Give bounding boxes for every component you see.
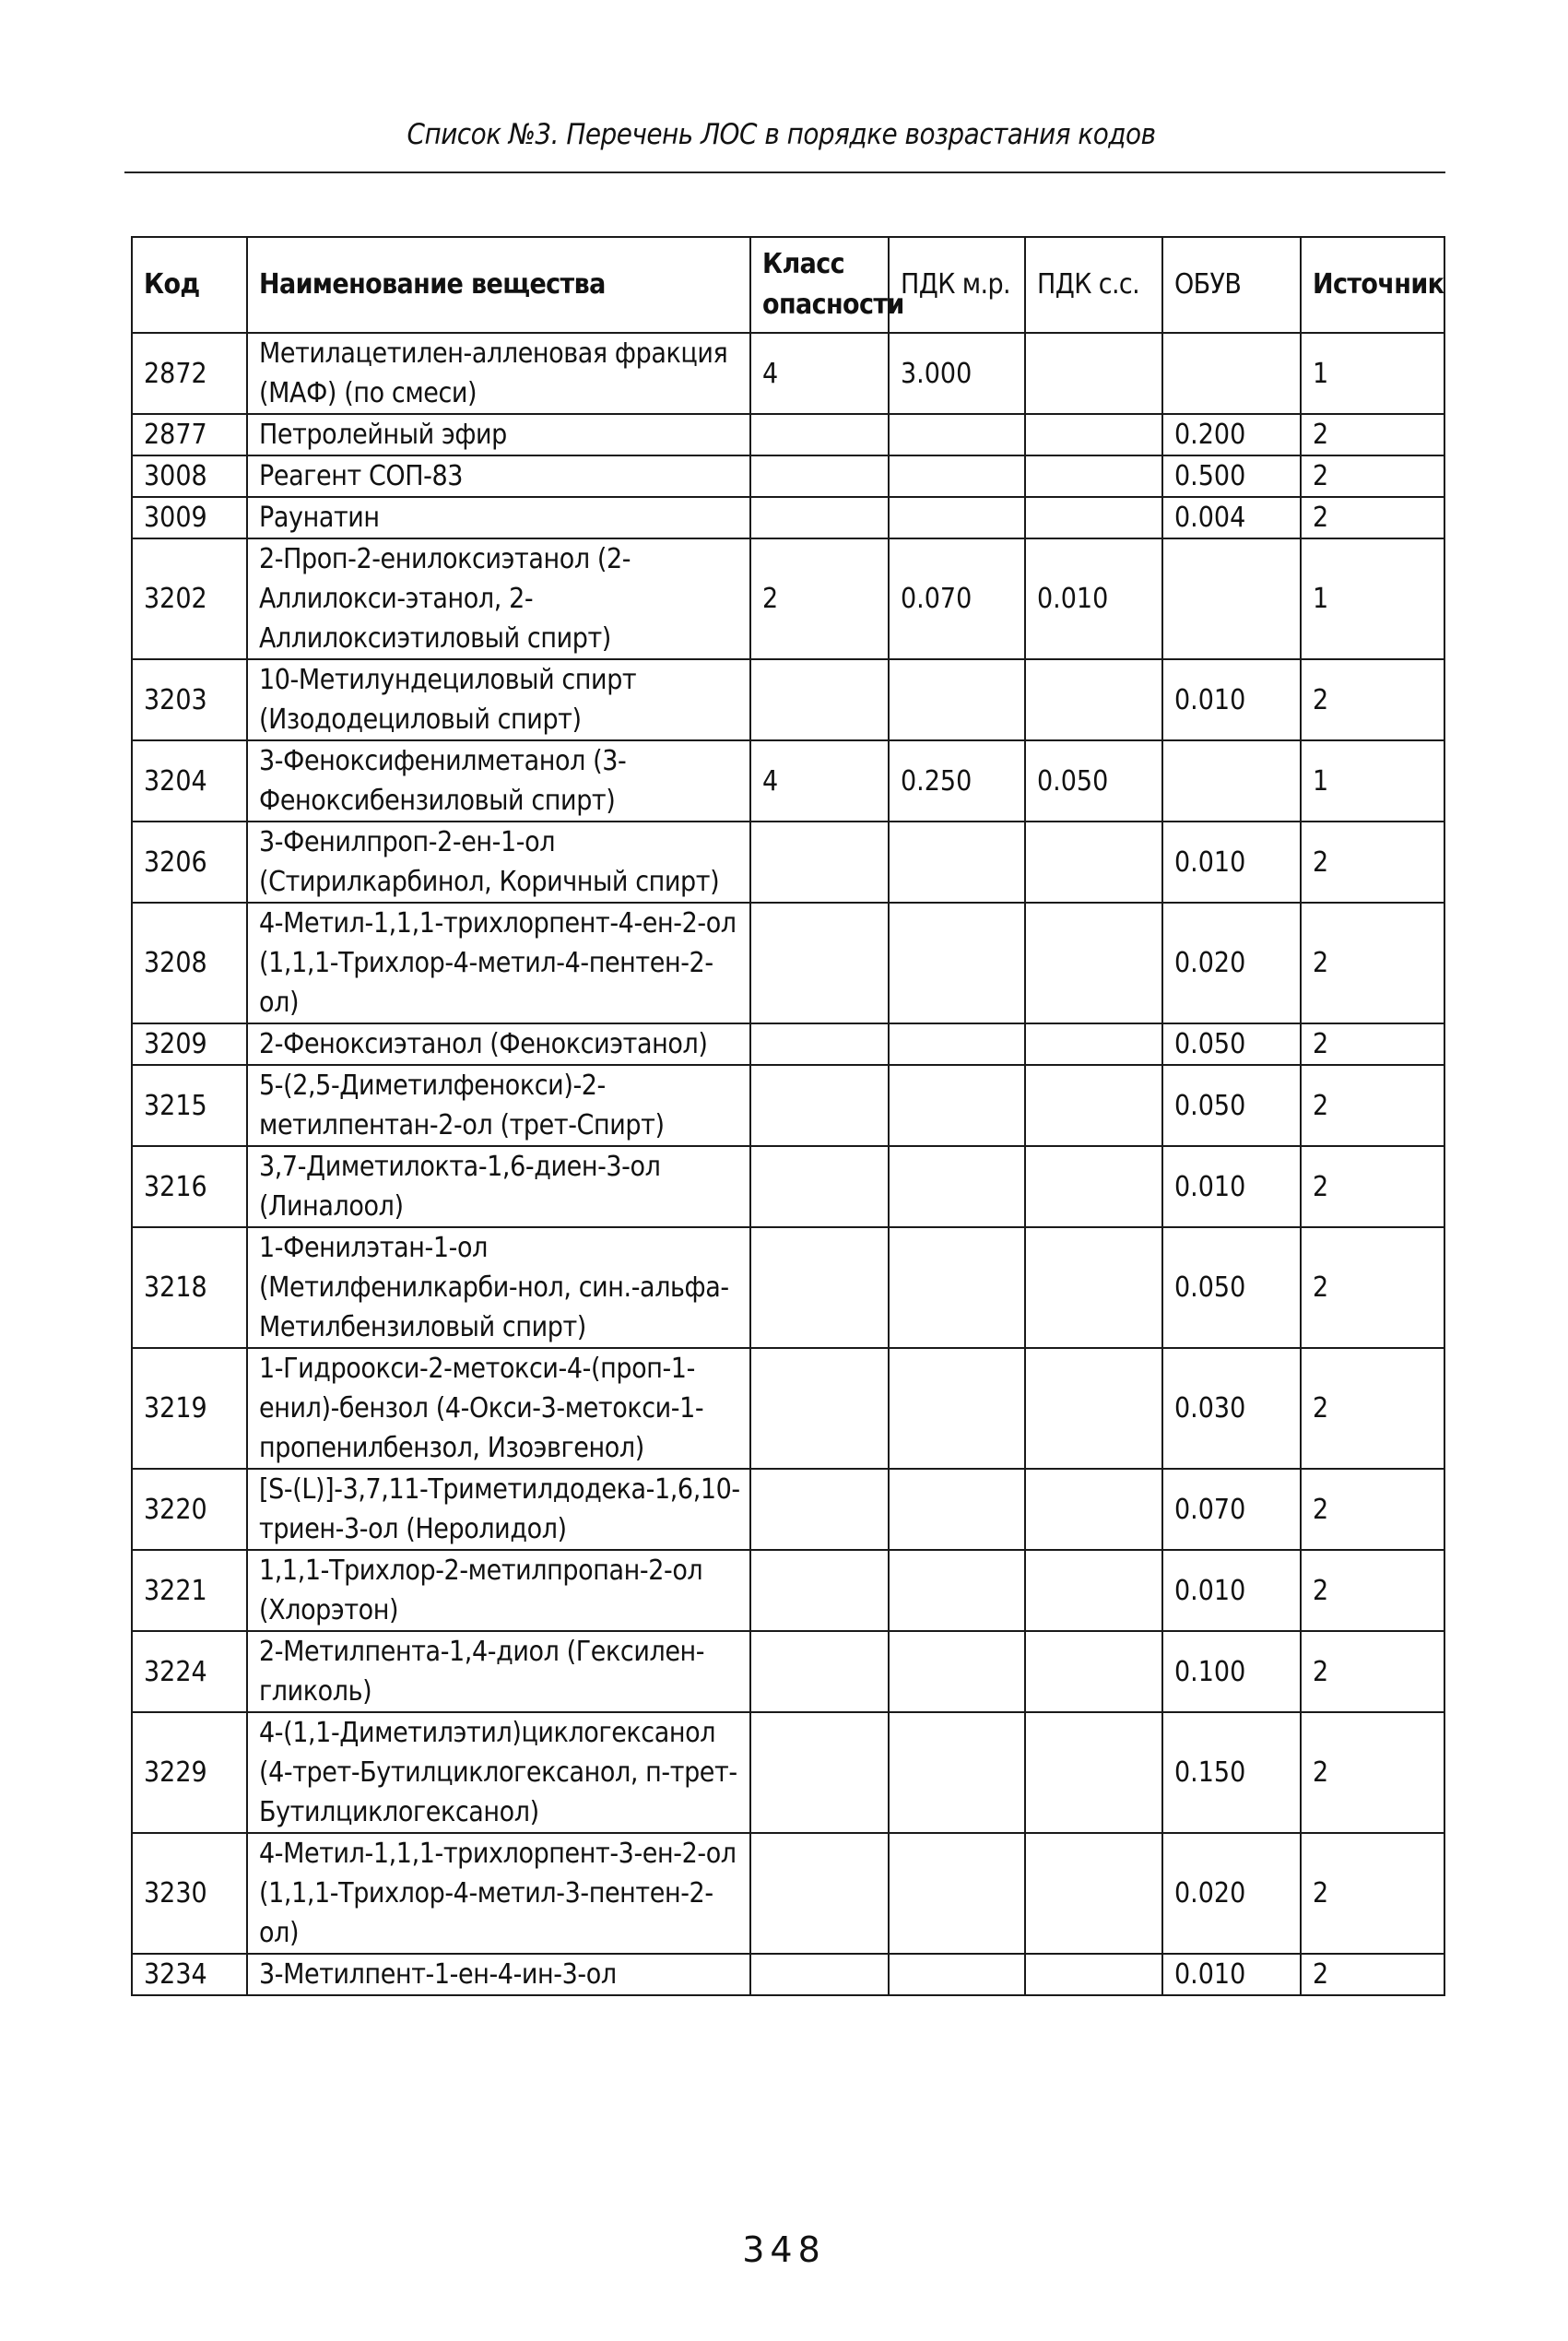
table-row bbox=[132, 497, 1444, 538]
row-code: 2872 bbox=[132, 333, 247, 414]
table-row bbox=[132, 1065, 1444, 1146]
row-pdk-mr bbox=[889, 1469, 1025, 1550]
row-pdk-ss bbox=[1025, 1833, 1162, 1954]
row-pdk-ss bbox=[1025, 659, 1162, 740]
voc-table bbox=[131, 236, 1445, 1996]
row-obuv: 0.020 bbox=[1162, 1833, 1301, 1954]
row-pdk-mr: 0.250 bbox=[889, 740, 1025, 822]
table-row bbox=[132, 1550, 1444, 1631]
row-source: 2 bbox=[1301, 1469, 1444, 1550]
row-hazard-class bbox=[750, 1550, 889, 1631]
row-substance-name: [S-(L)]-3,7,11-Триметилдодека-1,6,10-триен-3-ол (Неролидол) bbox=[247, 1469, 750, 1550]
row-source: 2 bbox=[1301, 1550, 1444, 1631]
table-row bbox=[132, 1833, 1444, 1954]
table-row bbox=[132, 1469, 1444, 1550]
row-hazard-class bbox=[750, 497, 889, 538]
row-hazard-class bbox=[750, 1348, 889, 1469]
table-row bbox=[132, 1954, 1444, 1995]
row-substance-name: 5-(2,5-Диметилфенокси)-2-метилпентан-2-ол (трет-Спирт) bbox=[247, 1065, 750, 1146]
row-code: 3208 bbox=[132, 903, 247, 1023]
row-substance-name: 2-Феноксиэтанол (Феноксиэтанол) bbox=[247, 1023, 750, 1065]
row-pdk-ss bbox=[1025, 1631, 1162, 1712]
column-header-hazard-class bbox=[750, 237, 904, 333]
row-code: 3221 bbox=[132, 1550, 247, 1631]
row-obuv: 0.100 bbox=[1162, 1631, 1301, 1712]
row-substance-name: 4-Метил-1,1,1-трихлорпент-3-ен-2-ол (1,1,1-Трихлор-4-метил-3-пентен-2-ол) bbox=[247, 1833, 750, 1954]
table-row bbox=[132, 1712, 1444, 1833]
row-obuv: 0.010 bbox=[1162, 822, 1301, 903]
row-hazard-class bbox=[750, 1146, 889, 1227]
row-source: 2 bbox=[1301, 1954, 1444, 1995]
row-pdk-ss bbox=[1025, 333, 1162, 414]
row-substance-name: Раунатин bbox=[247, 497, 750, 538]
table-row bbox=[132, 455, 1444, 497]
header-divider bbox=[124, 171, 1445, 173]
row-pdk-mr bbox=[889, 1550, 1025, 1631]
row-hazard-class bbox=[750, 1833, 889, 1954]
row-source: 2 bbox=[1301, 1023, 1444, 1065]
table-row bbox=[132, 1146, 1444, 1227]
page-header-title: Список №3. Перечень ЛОС в порядке возрастания кодов bbox=[407, 118, 1156, 151]
table-row bbox=[132, 1631, 1444, 1712]
row-obuv: 0.150 bbox=[1162, 1712, 1301, 1833]
row-pdk-mr bbox=[889, 1954, 1025, 1995]
row-hazard-class bbox=[750, 1023, 889, 1065]
row-hazard-class bbox=[750, 1712, 889, 1833]
row-substance-name: 2-Проп-2-енилоксиэтанол (2-Аллилокси-этанол, 2-Аллилоксиэтиловый спирт) bbox=[247, 538, 750, 659]
row-obuv: 0.050 bbox=[1162, 1023, 1301, 1065]
row-substance-name: 4-(1,1-Диметилэтил)циклогексанол (4-трет-Бутилциклогексанол, п-трет-Бутилциклогексанол) bbox=[247, 1712, 750, 1833]
row-pdk-mr bbox=[889, 1065, 1025, 1146]
table-header-row bbox=[132, 237, 1444, 333]
row-pdk-ss bbox=[1025, 1146, 1162, 1227]
row-hazard-class: 4 bbox=[750, 333, 889, 414]
column-header-source: Источник bbox=[1301, 237, 1444, 333]
row-code: 3219 bbox=[132, 1348, 247, 1469]
row-pdk-ss: 0.010 bbox=[1025, 538, 1162, 659]
row-obuv: 0.050 bbox=[1162, 1065, 1301, 1146]
row-pdk-ss bbox=[1025, 1712, 1162, 1833]
row-substance-name: 10-Метилундециловый спирт (Изододециловый спирт) bbox=[247, 659, 750, 740]
column-header-obuv: ОБУВ bbox=[1162, 237, 1301, 333]
row-substance-name: Реагент СОП-83 bbox=[247, 455, 750, 497]
row-substance-name: 1,1,1-Трихлор-2-метилпропан-2-ол (Хлорэтон) bbox=[247, 1550, 750, 1631]
row-hazard-class bbox=[750, 1954, 889, 1995]
row-hazard-class bbox=[750, 1469, 889, 1550]
row-substance-name: 3,7-Диметилокта-1,6-диен-3-ол (Линалоол) bbox=[247, 1146, 750, 1227]
row-pdk-ss bbox=[1025, 1023, 1162, 1065]
row-source: 2 bbox=[1301, 1065, 1444, 1146]
row-code: 3202 bbox=[132, 538, 247, 659]
row-source: 1 bbox=[1301, 538, 1444, 659]
row-hazard-class bbox=[750, 455, 889, 497]
row-hazard-class bbox=[750, 1227, 889, 1348]
row-substance-name: 2-Метилпента-1,4-диол (Гексилен-гликоль) bbox=[247, 1631, 750, 1712]
row-obuv: 0.050 bbox=[1162, 1227, 1301, 1348]
row-code: 3234 bbox=[132, 1954, 247, 1995]
row-source: 2 bbox=[1301, 414, 1444, 455]
row-pdk-mr bbox=[889, 455, 1025, 497]
row-code: 3220 bbox=[132, 1469, 247, 1550]
row-source: 2 bbox=[1301, 1227, 1444, 1348]
row-pdk-ss: 0.050 bbox=[1025, 740, 1162, 822]
row-source: 2 bbox=[1301, 1712, 1444, 1833]
row-pdk-mr bbox=[889, 497, 1025, 538]
table-row bbox=[132, 1023, 1444, 1065]
table-row bbox=[132, 822, 1444, 903]
row-source: 2 bbox=[1301, 1631, 1444, 1712]
row-substance-name: 3-Феноксифенилметанол (3-Феноксибензиловый спирт) bbox=[247, 740, 750, 822]
row-code: 2877 bbox=[132, 414, 247, 455]
row-pdk-ss bbox=[1025, 1227, 1162, 1348]
row-pdk-ss bbox=[1025, 414, 1162, 455]
row-obuv: 0.010 bbox=[1162, 659, 1301, 740]
row-pdk-ss bbox=[1025, 1954, 1162, 1995]
row-code: 3215 bbox=[132, 1065, 247, 1146]
row-pdk-ss bbox=[1025, 1469, 1162, 1550]
row-pdk-mr bbox=[889, 659, 1025, 740]
row-code: 3218 bbox=[132, 1227, 247, 1348]
table-row bbox=[132, 903, 1444, 1023]
column-header-name: Наименование вещества bbox=[247, 237, 750, 333]
row-code: 3230 bbox=[132, 1833, 247, 1954]
row-hazard-class bbox=[750, 659, 889, 740]
row-pdk-ss bbox=[1025, 1065, 1162, 1146]
row-hazard-class bbox=[750, 1631, 889, 1712]
row-source: 2 bbox=[1301, 903, 1444, 1023]
column-header-pdk-mr: ПДК м.р. bbox=[889, 237, 1025, 333]
row-pdk-ss bbox=[1025, 455, 1162, 497]
row-pdk-mr bbox=[889, 1023, 1025, 1065]
row-substance-name: Петролейный эфир bbox=[247, 414, 750, 455]
table-body bbox=[132, 333, 1444, 1995]
row-pdk-mr bbox=[889, 1146, 1025, 1227]
row-source: 2 bbox=[1301, 822, 1444, 903]
row-code: 3206 bbox=[132, 822, 247, 903]
row-substance-name: 3-Метилпент-1-ен-4-ин-3-ол bbox=[247, 1954, 750, 1995]
column-header-pdk-ss: ПДК с.с. bbox=[1025, 237, 1162, 333]
row-substance-name: Метилацетилен-алленовая фракция (МАФ) (по смеси) bbox=[247, 333, 750, 414]
row-substance-name: 3-Фенилпроп-2-ен-1-ол (Стирилкарбинол, Коричный спирт) bbox=[247, 822, 750, 903]
row-pdk-mr: 3.000 bbox=[889, 333, 1025, 414]
row-obuv bbox=[1162, 740, 1301, 822]
row-pdk-ss bbox=[1025, 822, 1162, 903]
row-source: 2 bbox=[1301, 1146, 1444, 1227]
row-source: 2 bbox=[1301, 659, 1444, 740]
row-source: 2 bbox=[1301, 455, 1444, 497]
row-obuv: 0.010 bbox=[1162, 1550, 1301, 1631]
table-row bbox=[132, 414, 1444, 455]
column-header-hazard-line2: опасности bbox=[762, 289, 904, 321]
row-obuv: 0.010 bbox=[1162, 1146, 1301, 1227]
row-pdk-mr bbox=[889, 414, 1025, 455]
table-row bbox=[132, 659, 1444, 740]
row-hazard-class: 2 bbox=[750, 538, 889, 659]
row-obuv bbox=[1162, 333, 1301, 414]
row-hazard-class bbox=[750, 414, 889, 455]
row-code: 3204 bbox=[132, 740, 247, 822]
row-hazard-class: 4 bbox=[750, 740, 889, 822]
page-number: 348 bbox=[742, 2229, 826, 2270]
table-row bbox=[132, 1348, 1444, 1469]
row-code: 3224 bbox=[132, 1631, 247, 1712]
row-hazard-class bbox=[750, 822, 889, 903]
column-header-code: Код bbox=[132, 237, 247, 333]
table-row bbox=[132, 740, 1444, 822]
row-source: 2 bbox=[1301, 1348, 1444, 1469]
row-pdk-mr bbox=[889, 1348, 1025, 1469]
row-obuv: 0.030 bbox=[1162, 1348, 1301, 1469]
row-source: 1 bbox=[1301, 740, 1444, 822]
row-obuv: 0.010 bbox=[1162, 1954, 1301, 1995]
row-pdk-mr bbox=[889, 822, 1025, 903]
row-obuv: 0.500 bbox=[1162, 455, 1301, 497]
row-source: 2 bbox=[1301, 497, 1444, 538]
row-pdk-mr bbox=[889, 1833, 1025, 1954]
table-row bbox=[132, 1227, 1444, 1348]
row-pdk-mr: 0.070 bbox=[889, 538, 1025, 659]
row-pdk-mr bbox=[889, 1712, 1025, 1833]
row-source: 1 bbox=[1301, 333, 1444, 414]
row-code: 3203 bbox=[132, 659, 247, 740]
row-obuv: 0.004 bbox=[1162, 497, 1301, 538]
row-code: 3216 bbox=[132, 1146, 247, 1227]
table-row bbox=[132, 333, 1444, 414]
row-pdk-ss bbox=[1025, 903, 1162, 1023]
row-code: 3009 bbox=[132, 497, 247, 538]
table-row bbox=[132, 538, 1444, 659]
row-substance-name: 4-Метил-1,1,1-трихлорпент-4-ен-2-ол (1,1,1-Трихлор-4-метил-4-пентен-2-ол) bbox=[247, 903, 750, 1023]
row-code: 3008 bbox=[132, 455, 247, 497]
row-obuv: 0.200 bbox=[1162, 414, 1301, 455]
row-substance-name: 1-Гидроокси-2-метокси-4-(проп-1-енил)-бензол (4-Окси-3-метокси-1-пропенилбензол, Изоэвгенол) bbox=[247, 1348, 750, 1469]
row-hazard-class bbox=[750, 903, 889, 1023]
row-source: 2 bbox=[1301, 1833, 1444, 1954]
row-hazard-class bbox=[750, 1065, 889, 1146]
row-substance-name: 1-Фенилэтан-1-ол (Метилфенилкарби-нол, син.-альфа-Метилбензиловый спирт) bbox=[247, 1227, 750, 1348]
row-code: 3209 bbox=[132, 1023, 247, 1065]
column-header-hazard-line1: Класс bbox=[762, 248, 845, 280]
row-obuv: 0.020 bbox=[1162, 903, 1301, 1023]
row-obuv bbox=[1162, 538, 1301, 659]
row-code: 3229 bbox=[132, 1712, 247, 1833]
row-pdk-ss bbox=[1025, 497, 1162, 538]
row-pdk-ss bbox=[1025, 1550, 1162, 1631]
row-pdk-mr bbox=[889, 1227, 1025, 1348]
row-pdk-ss bbox=[1025, 1348, 1162, 1469]
row-pdk-mr bbox=[889, 1631, 1025, 1712]
row-pdk-mr bbox=[889, 903, 1025, 1023]
row-obuv: 0.070 bbox=[1162, 1469, 1301, 1550]
